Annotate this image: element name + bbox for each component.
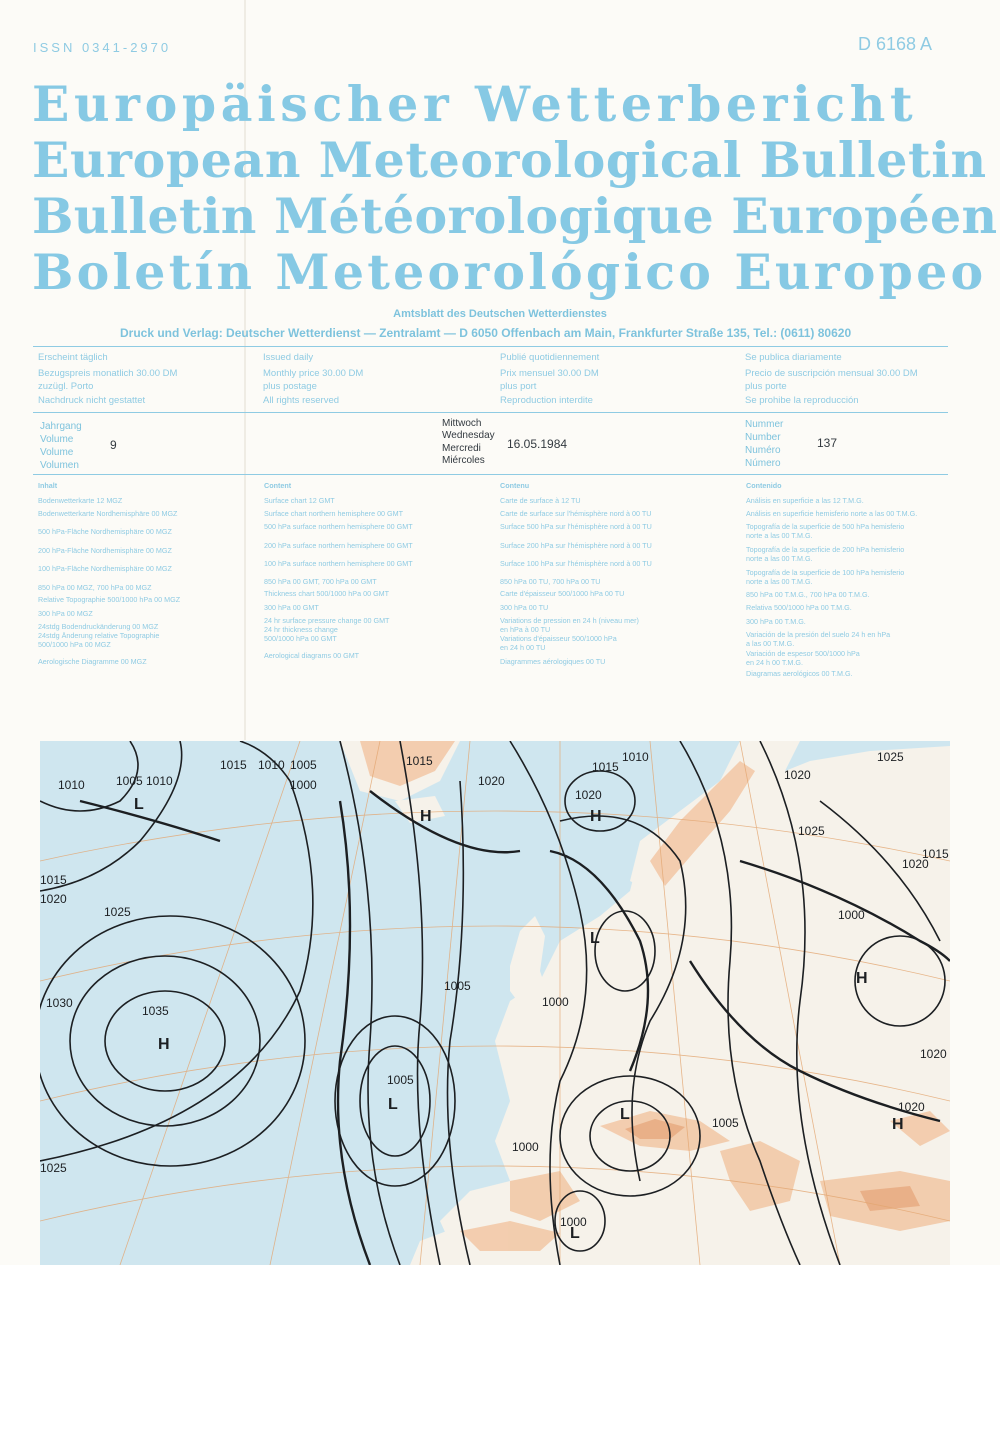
high-pressure-center: H	[158, 1036, 170, 1053]
isobar-label: 1000	[560, 1215, 587, 1229]
isobar-label: 1000	[542, 995, 569, 1009]
isobar-label: 1015	[40, 873, 67, 887]
isobar-label: 1005	[387, 1073, 414, 1087]
title-english: European Meteorological Bulletin	[32, 131, 987, 189]
publisher-line: Druck und Verlag: Deutscher Wetterdienst — Zentralamt — D 6050 Offenbach am Main, Frankfurter Straße 135, Tel.: (0611) 80620	[120, 326, 852, 340]
low-pressure-center: L	[590, 930, 600, 947]
high-pressure-center: H	[420, 808, 432, 825]
isobar-label: 1020	[898, 1100, 925, 1114]
subscription-en: Issued daily Monthly price 30.00 DM plus postage All rights reserved	[263, 352, 364, 406]
divider	[33, 474, 948, 475]
subscription-es: Se publica diariamente Precio de suscripción mensual 30.00 DM plus porte Se prohibe la reproducción	[745, 352, 918, 406]
high-pressure-center: H	[892, 1116, 904, 1133]
isobar-label: 1005	[116, 774, 143, 788]
subscription-de: Erscheint täglich Bezugspreis monatlich 30.00 DM zuzügl. Porto Nachdruck nicht gestattet	[38, 352, 178, 406]
isobar-label: 1020	[478, 774, 505, 788]
isobar-label: 1010	[146, 774, 173, 788]
low-pressure-center: L	[570, 1225, 580, 1242]
isobar-label: 1025	[877, 750, 904, 764]
low-pressure-center: L	[388, 1096, 398, 1113]
contents-es: Contenido Análisis en superficie a las 12 T.M.G. Análisis en superficie hemisferio norte a las 00 T.M.G. Topografía de la superficie de 500 hPa hemisferio norte a las 00 T.M.G. Topografía de la superficie de 200 hPa hemisferio norte a las 00 T.M.G. Topografía de la superficie de 100 hPa hemisferio norte a las 00 T.M.G. 850 hPa 00 T.M.G., 700 hPa 00 T.M.G. Relativa 500/1000 hPa 00 T.M.G. 300 hPa 00 T.M.G. Variación de la presión del suelo 24 h en hPa a las 00 T.M.G. Variación de espesor 500/1000 hPa en 24 h 00 T.M.G. Diagramas aerológicos 00 T.M.G.	[746, 481, 918, 678]
low-pressure-center: L	[620, 1106, 630, 1123]
isobar-label: 1015	[592, 760, 619, 774]
contents-en: Content Surface chart 12 GMT Surface chart northern hemisphere 00 GMT 500 hPa surface northern hemisphere 00 GMT 200 hPa surface northern hemisphere 00 GMT 100 hPa surface northern hemisphere 00 GMT 850 hPa 00 GMT, 700 hPa 00 GMT Thickness chart 500/1000 hPa 00 GMT 300 hPa 00 GMT 24 hr surface pressure change 00 GMT 24 hr thickness change 500/1000 hPa 00 GMT Aerological diagrams 00 GMT	[264, 481, 413, 660]
title-german: Europäischer Wetterbericht	[32, 75, 918, 133]
volume-labels: Jahrgang Volume Volume Volumen	[40, 421, 82, 471]
isobar-label: 1030	[46, 996, 73, 1010]
isobar-label: 1015	[220, 758, 247, 772]
weekday-labels: Mittwoch Wednesday Mercredi Miércoles	[442, 418, 495, 467]
issue-date: 16.05.1984	[507, 437, 568, 451]
official-gazette-line: Amtsblatt des Deutschen Wetterdienstes	[393, 308, 607, 320]
isobar-label: 1000	[838, 908, 865, 922]
blank-margin	[0, 1265, 1000, 1445]
isobar-label: 1025	[798, 824, 825, 838]
document-code: D 6168 A	[858, 34, 933, 54]
low-pressure-center: L	[134, 796, 144, 813]
isobar-label: 1010	[258, 758, 285, 772]
isobar-label: 1020	[40, 892, 67, 906]
isobar-label: 1005	[444, 979, 471, 993]
divider	[33, 346, 948, 347]
isobar-label: 1025	[104, 905, 131, 919]
isobar-label: 1020	[902, 857, 929, 871]
isobar-label: 1025	[40, 1161, 67, 1175]
isobar-label: 1005	[712, 1116, 739, 1130]
number-labels: Nummer Number Numéro Número	[745, 419, 784, 469]
isobar-label: 1020	[784, 768, 811, 782]
issn: ISSN 0341-2970	[33, 40, 172, 55]
isobar-label: 1035	[142, 1004, 169, 1018]
isobar-label: 1000	[512, 1140, 539, 1154]
isobar-label: 1005	[290, 758, 317, 772]
volume-value: 9	[110, 438, 117, 452]
issue-number: 137	[817, 436, 838, 450]
title-spanish: Boletín Meteorológico Europeo	[32, 243, 987, 301]
title-french: Bulletin Météorologique Européen	[32, 187, 998, 245]
contents-de: Inhalt Bodenwetterkarte 12 MGZ Bodenwetterkarte Nordhemisphäre 00 MGZ 500 hPa-Fläche Nordhemisphäre 00 MGZ 200 hPa-Fläche Nordhemisphäre 00 MGZ 100 hPa-Fläche Nordhemisphäre 00 MGZ 850 hPa 00 MGZ, 700 hPa 00 MGZ Relative Topographie 500/1000 hPa 00 MGZ 300 hPa 00 MGZ 24stdg Bodendruckänderung 00 MGZ 24stdg Änderung relative Topographie 500/1000 hPa 00 MGZ Aerologische Diagramme 00 MGZ	[38, 481, 181, 666]
isobar-label: 1020	[575, 788, 602, 802]
subscription-fr: Publié quotidiennement Prix mensuel 30.00 DM plus port Reproduction interdite	[500, 352, 600, 406]
isobar-label: 1010	[622, 750, 649, 764]
high-pressure-center: H	[856, 970, 868, 987]
high-pressure-center: H	[590, 808, 602, 825]
isobar-label: 1015	[406, 754, 433, 768]
contents-fr: Contenu Carte de surface à 12 TU Carte de surface sur l'hémisphère nord à 00 TU Surface 500 hPa sur l'hémisphère nord à 00 TU Surface 200 hPa sur l'hémisphère nord à 00 TU Surface 100 hPa sur l'hémisphère nord à 00 TU 850 hPa 00 TU, 700 hPa 00 TU Carte d'épaisseur 500/1000 hPa 00 TU 300 hPa 00 TU Variations de pression en 24 h (niveau mer) en hPa à 00 TU Variations d'épaisseur 500/1000 hPa en 24 h 00 TU Diagrammes aérologiques 00 TU	[500, 481, 652, 666]
isobar-label: 1010	[58, 778, 85, 792]
divider	[33, 412, 948, 413]
isobar-label: 1020	[920, 1047, 947, 1061]
isobar-label: 1000	[290, 778, 317, 792]
surface-weather-map	[40, 741, 950, 1265]
isobar-label: 1015	[922, 847, 949, 861]
title-block	[32, 75, 998, 301]
